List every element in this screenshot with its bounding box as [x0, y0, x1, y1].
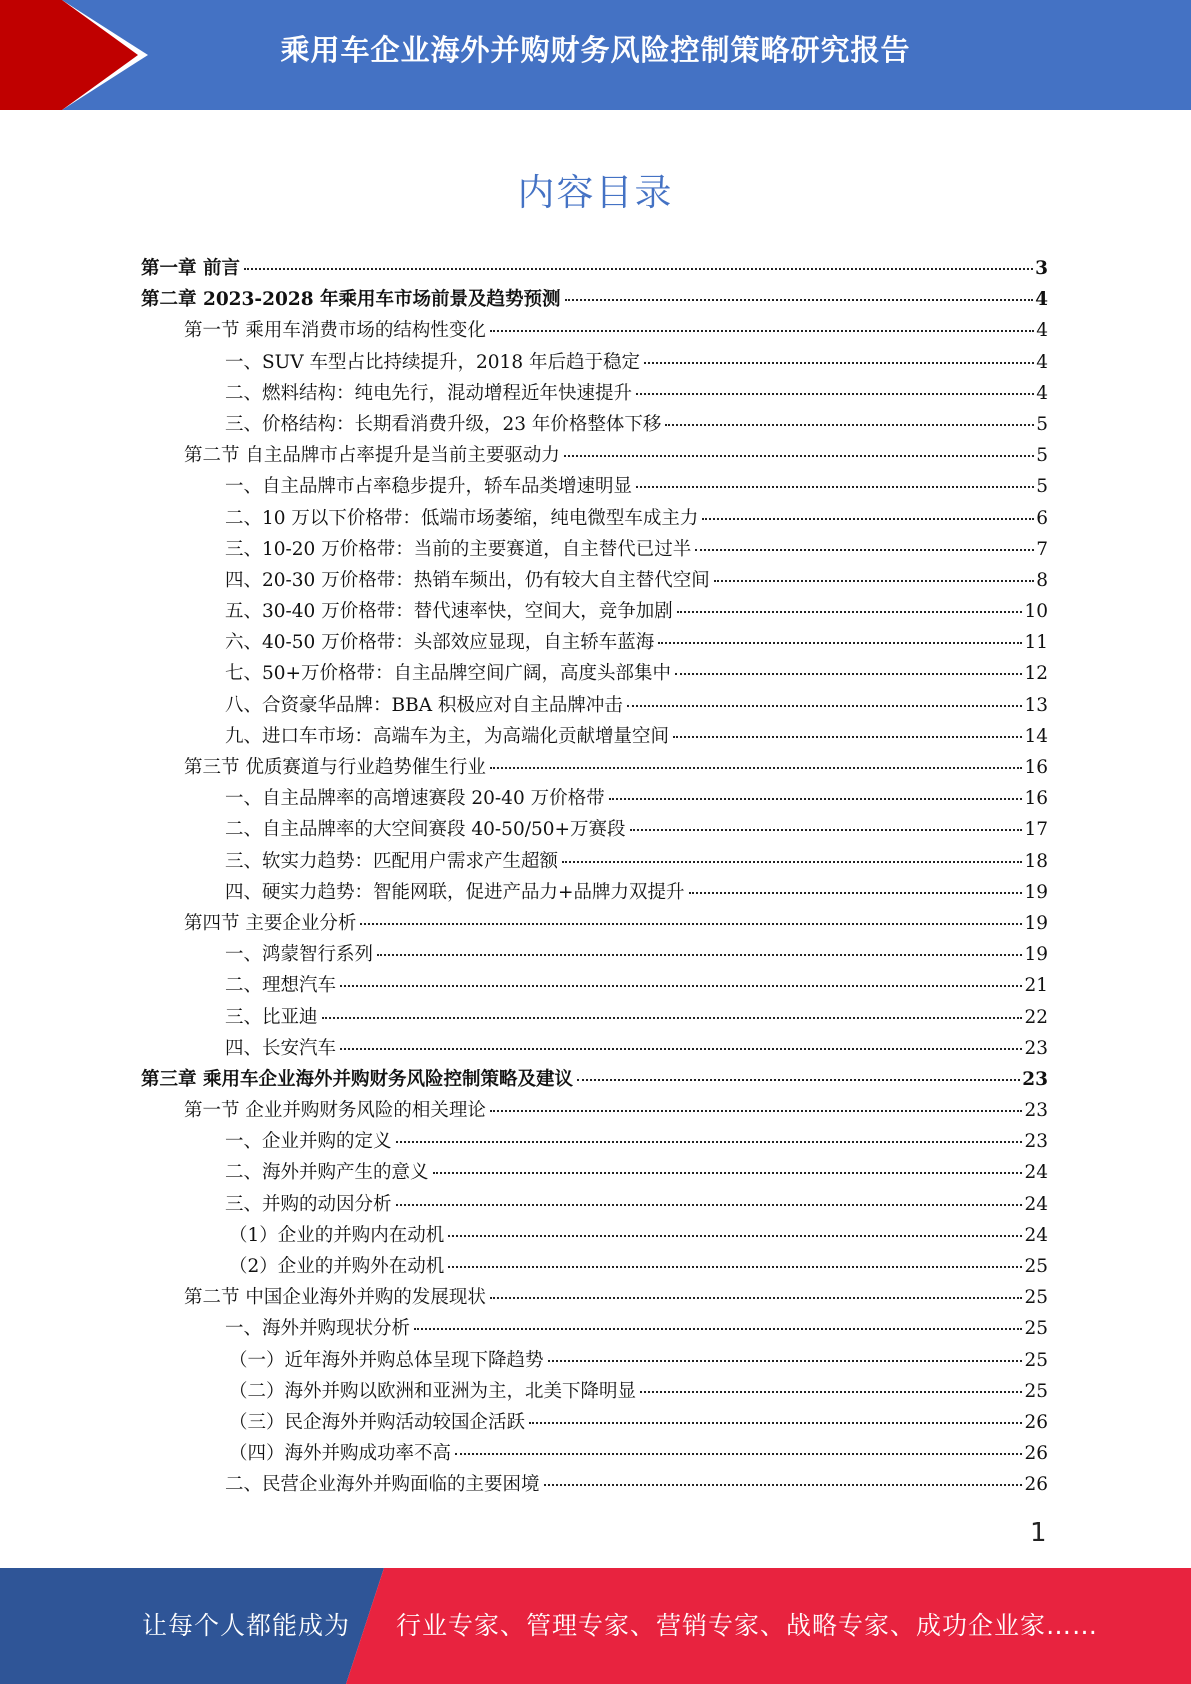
toc-entry[interactable] — [141, 285, 1048, 316]
toc-leader-dots — [609, 798, 1023, 800]
toc-entry-page: 4 — [1036, 351, 1048, 373]
toc-leader-dots — [658, 642, 1022, 644]
toc-entry-page: 3 — [1035, 258, 1048, 279]
toc-leader-dots — [644, 362, 1034, 364]
toc-entry[interactable] — [141, 504, 1048, 535]
toc-entry-page: 5 — [1036, 413, 1048, 435]
toc-entry-page: 6 — [1036, 507, 1048, 529]
toc-entry-title: 第一节 乘用车消费市场的结构性变化 — [184, 320, 486, 342]
toc-entry-page: 5 — [1036, 476, 1048, 498]
toc-entry[interactable] — [141, 1314, 1048, 1345]
toc-entry-title: 二、燃料结构：纯电先行，混动增程近年快速提升 — [225, 382, 633, 404]
toc-leader-dots — [377, 954, 1022, 956]
toc-entry-title: 第一章 前言 — [141, 258, 240, 279]
toc-entry-title: 二、民营企业海外并购面临的主要困境 — [225, 1474, 540, 1496]
toc-entry[interactable] — [141, 1158, 1048, 1189]
toc-entry[interactable] — [141, 971, 1048, 1002]
toc-entry-title: 一、鸿蒙智行系列 — [225, 944, 374, 966]
toc-entry-title: （2）企业的并购外在动机 — [229, 1256, 445, 1277]
toc-entry-title: 三、并购的动因分析 — [225, 1193, 392, 1215]
toc-entry[interactable] — [141, 753, 1048, 784]
toc-entry[interactable] — [141, 1377, 1048, 1408]
toc-leader-dots — [414, 1328, 1022, 1330]
toc-leader-dots — [322, 1017, 1023, 1019]
toc-leader-dots — [689, 892, 1023, 894]
toc-entry[interactable] — [141, 1127, 1048, 1158]
toc-leader-dots — [577, 1079, 1020, 1081]
toc-entry-page: 25 — [1024, 1349, 1048, 1371]
toc-leader-dots — [455, 1453, 1022, 1455]
toc-entry[interactable] — [141, 472, 1048, 503]
footer-slogan: 让每个人都能成为 — [142, 1611, 351, 1640]
toc-entry-page: 5 — [1036, 445, 1048, 467]
toc-leader-dots — [640, 1391, 1022, 1393]
toc-entry-page: 16 — [1024, 757, 1048, 778]
report-title: 乘用车企业海外并购财务风险控制策略研究报告 — [280, 33, 911, 67]
toc-entry-page: 10 — [1024, 601, 1048, 623]
toc-leader-dots — [636, 393, 1034, 395]
toc-leader-dots — [564, 455, 1034, 457]
toc-entry-title: 九、进口车市场：高端车为主，为高端化贡献增量空间 — [225, 725, 670, 747]
toc-entry-title: 二、理想汽车 — [225, 975, 337, 997]
toc-entry-title: 一、SUV 车型占比持续提升，2018 年后趋于稳定 — [225, 351, 640, 373]
toc-entry-title: 第二章 2023-2028 年乘用车市场前景及趋势预测 — [141, 289, 561, 311]
toc-entry[interactable] — [141, 784, 1048, 815]
toc-entry-page: 25 — [1024, 1287, 1048, 1309]
toc-entry-title: 第一节 企业并购财务风险的相关理论 — [184, 1100, 486, 1122]
page-footer — [0, 1568, 1191, 1684]
toc-entry-page: 23 — [1022, 1068, 1048, 1090]
toc-leader-dots — [396, 1141, 1023, 1143]
toc-entry-page: 19 — [1024, 912, 1048, 934]
toc-leader-dots — [360, 923, 1022, 925]
toc-entry-title: （四）海外并购成功率不高 — [229, 1443, 452, 1465]
toc-leader-dots — [448, 1266, 1022, 1268]
page-number: 1 — [1030, 1518, 1047, 1548]
toc-entry-page: 4 — [1036, 320, 1048, 342]
toc-entry-title: 二、10 万以下价格带：低端市场萎缩，纯电微型车成主力 — [225, 507, 699, 529]
toc-leader-dots — [340, 985, 1022, 987]
toc-entry[interactable] — [141, 1283, 1048, 1314]
toc-entry-title: （1）企业的并购内在动机 — [229, 1224, 445, 1246]
toc-entry[interactable] — [141, 1065, 1048, 1096]
toc-entry-page: 7 — [1036, 538, 1048, 560]
toc-entry-title: 第三章 乘用车企业海外并购财务风险控制策略及建议 — [141, 1068, 573, 1090]
page-header — [0, 0, 1191, 110]
table-of-contents — [141, 254, 1048, 1502]
toc-entry-title: 四、硬实力趋势：智能网联，促进产品力+品牌力双提升 — [225, 881, 685, 903]
toc-entry-page: 23 — [1024, 1037, 1048, 1059]
toc-entry[interactable] — [141, 878, 1048, 909]
toc-entry-title: 一、自主品牌率的高增速赛段 20-40 万价格带 — [225, 788, 605, 810]
toc-leader-dots — [548, 1360, 1023, 1362]
toc-entry-page: 17 — [1024, 819, 1048, 841]
toc-entry[interactable] — [141, 348, 1048, 379]
toc-entry-title: 第二节 中国企业海外并购的发展现状 — [184, 1287, 486, 1309]
toc-leader-dots — [244, 268, 1033, 270]
toc-entry-title: 四、20-30 万价格带：热销车频出，仍有较大自主替代空间 — [225, 569, 710, 591]
toc-entry-title: 第三节 优质赛道与行业趋势催生行业 — [184, 757, 486, 778]
toc-entry[interactable] — [141, 628, 1048, 659]
toc-entry[interactable] — [141, 1346, 1048, 1377]
toc-entry[interactable] — [141, 1221, 1048, 1252]
toc-leader-dots — [340, 1048, 1022, 1050]
toc-entry-title: 七、50+万价格带：自主品牌空间广阔，高度头部集中 — [225, 663, 672, 685]
toc-entry-title: 六、40-50 万价格带：头部效应显现，自主轿车蓝海 — [225, 632, 655, 654]
footer-roles: 行业专家、管理专家、营销专家、战略专家、成功企业家…… — [396, 1611, 1099, 1640]
toc-leader-dots — [665, 424, 1034, 426]
toc-entry-page: 21 — [1024, 975, 1048, 997]
toc-entry-title: 三、比亚迪 — [225, 1006, 318, 1028]
toc-entry-page: 25 — [1024, 1380, 1048, 1402]
toc-entry[interactable] — [141, 847, 1048, 878]
toc-entry[interactable] — [141, 1470, 1048, 1501]
toc-entry-page: 16 — [1024, 788, 1048, 810]
toc-leader-dots — [529, 1422, 1022, 1424]
toc-leader-dots — [448, 1235, 1022, 1237]
toc-entry-title: 八、合资豪华品牌：BBA 积极应对自主品牌冲击 — [225, 694, 623, 716]
toc-entry-page: 24 — [1024, 1224, 1048, 1246]
toc-leader-dots — [673, 736, 1022, 738]
toc-entry-page: 13 — [1024, 694, 1048, 716]
toc-leader-dots — [695, 549, 1034, 551]
toc-entry[interactable] — [141, 940, 1048, 971]
toc-heading: 内容目录 — [517, 171, 674, 214]
toc-leader-dots — [490, 1297, 1023, 1299]
toc-entry-title: 二、自主品牌率的大空间赛段 40-50/50+万赛段 — [225, 819, 626, 841]
toc-leader-dots — [630, 829, 1023, 831]
toc-entry-title: 四、长安汽车 — [225, 1037, 337, 1059]
toc-entry[interactable] — [141, 691, 1048, 722]
toc-entry-page: 24 — [1024, 1162, 1048, 1184]
toc-leader-dots — [714, 580, 1035, 582]
toc-entry-page: 25 — [1024, 1318, 1048, 1340]
toc-entry-page: 11 — [1024, 632, 1048, 654]
toc-entry[interactable] — [141, 1252, 1048, 1283]
toc-entry-page: 19 — [1024, 881, 1048, 903]
toc-entry-page: 23 — [1024, 1100, 1048, 1122]
toc-entry-page: 8 — [1036, 569, 1048, 591]
toc-entry[interactable] — [141, 815, 1048, 846]
toc-entry-page: 26 — [1024, 1474, 1048, 1496]
toc-entry-title: （二）海外并购以欧洲和亚洲为主，北美下降明显 — [229, 1380, 637, 1402]
toc-leader-dots — [675, 673, 1022, 675]
toc-entry[interactable] — [141, 1190, 1048, 1221]
toc-entry-title: 三、软实力趋势：匹配用户需求产生超额 — [225, 850, 559, 872]
toc-entry[interactable] — [141, 410, 1048, 441]
toc-entry[interactable] — [141, 659, 1048, 690]
toc-entry-page: 25 — [1024, 1256, 1048, 1277]
toc-entry-page: 19 — [1024, 944, 1048, 966]
toc-entry[interactable] — [141, 1034, 1048, 1065]
toc-entry-page: 23 — [1024, 1131, 1048, 1153]
toc-entry-page: 22 — [1024, 1006, 1048, 1028]
toc-entry[interactable] — [141, 441, 1048, 472]
toc-entry-title: 三、10-20 万价格带：当前的主要赛道，自主替代已过半 — [225, 538, 692, 560]
toc-entry-page: 26 — [1024, 1411, 1048, 1433]
toc-entry-title: （一）近年海外并购总体呈现下降趋势 — [229, 1349, 544, 1371]
toc-entry[interactable] — [141, 254, 1048, 285]
toc-entry-title: 一、自主品牌市占率稳步提升，轿车品类增速明显 — [225, 476, 633, 498]
toc-leader-dots — [396, 1204, 1023, 1206]
toc-entry[interactable] — [141, 1096, 1048, 1127]
toc-leader-dots — [490, 1110, 1023, 1112]
toc-leader-dots — [433, 1172, 1023, 1174]
toc-entry-title: （三）民企海外并购活动较国企活跃 — [229, 1411, 526, 1433]
toc-entry-page: 4 — [1035, 289, 1048, 311]
toc-leader-dots — [702, 518, 1034, 520]
toc-entry-title: 一、企业并购的定义 — [225, 1131, 392, 1153]
toc-entry-title: 五、30-40 万价格带：替代速率快，空间大，竞争加剧 — [225, 601, 673, 623]
toc-entry[interactable] — [141, 316, 1048, 347]
toc-leader-dots — [677, 611, 1023, 613]
toc-entry[interactable] — [141, 535, 1048, 566]
toc-entry-title: 第四节 主要企业分析 — [184, 912, 357, 934]
toc-entry[interactable] — [141, 1408, 1048, 1439]
toc-entry-page: 12 — [1024, 663, 1048, 685]
toc-entry-page: 14 — [1024, 725, 1048, 747]
toc-entry[interactable] — [141, 597, 1048, 628]
toc-entry[interactable] — [141, 566, 1048, 597]
toc-leader-dots — [544, 1484, 1023, 1486]
toc-entry-title: 一、海外并购现状分析 — [225, 1318, 411, 1340]
toc-entry[interactable] — [141, 909, 1048, 940]
toc-leader-dots — [636, 486, 1034, 488]
toc-entry-page: 26 — [1024, 1443, 1048, 1465]
toc-entry[interactable] — [141, 1003, 1048, 1034]
toc-leader-dots — [562, 861, 1022, 863]
toc-entry-page: 4 — [1036, 382, 1048, 404]
toc-leader-dots — [565, 299, 1034, 301]
toc-entry-title: 三、价格结构：长期看消费升级，23 年价格整体下移 — [225, 413, 662, 435]
toc-entry-page: 24 — [1024, 1193, 1048, 1215]
toc-entry[interactable] — [141, 1439, 1048, 1470]
toc-entry-title: 二、海外并购产生的意义 — [225, 1162, 429, 1184]
toc-leader-dots — [490, 330, 1034, 332]
toc-entry-page: 18 — [1024, 850, 1048, 872]
toc-leader-dots — [627, 705, 1023, 707]
toc-entry-title: 第二节 自主品牌市占率提升是当前主要驱动力 — [184, 445, 560, 467]
toc-entry[interactable] — [141, 722, 1048, 753]
toc-leader-dots — [490, 767, 1023, 769]
toc-entry[interactable] — [141, 379, 1048, 410]
